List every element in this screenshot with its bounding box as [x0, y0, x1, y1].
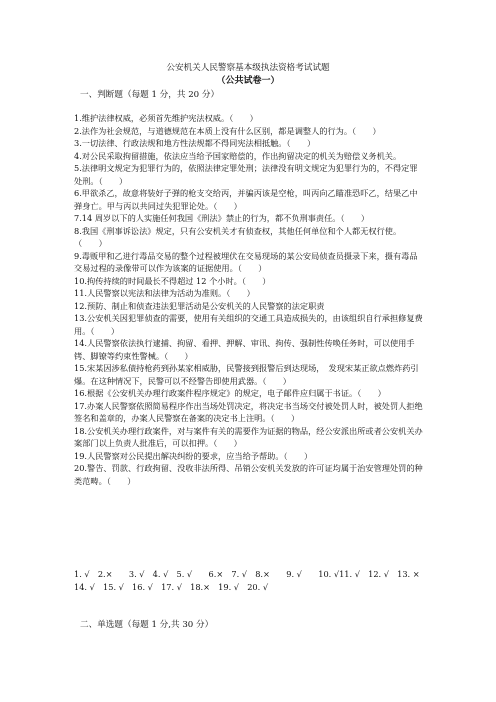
- question-item: 6.甲欲杀乙，故意将装好子弹的枪支交给丙，并骗丙该是空枪，叫丙向乙瞄准恐吓乙，结果乙中弹身亡。甲与丙以共同过失犯罪论处。（ ）: [74, 188, 418, 211]
- answer-key: 1. √ 2.× 3. √ 4. √ 5. √ 6.× 7. √ 8.× 9. √ 10. √11. √ 12. √ 13. × 14. √ 15. √ 16. √ 17. √ 18.× 19. √ 20. √: [74, 569, 428, 592]
- question-item: 14.人民警察依法执行逮捕、拘留、看押、押解、审讯、拘传、强制性传唤任务时，可以使用手铐、脚镣等约束性警械。（ ）: [74, 338, 415, 361]
- page-title: 公安机关人民警察基本级执法资格考试试题: [166, 63, 330, 73]
- question-item: 11.人民警察以宪法和法律为活动为准则。（ ）: [74, 288, 255, 298]
- question-item: 4.对公民采取拘留措施，依法应当给予国家赔偿的，作出拘留决定的机关为赔偿义务机关。: [74, 150, 402, 161]
- question-item: 15.宋某因涉私债持枪药到孙某家相威胁，民警接到报警后到达现场， 发现宋某正欲点燃炸药引爆。在这种情况下，民警可以不经警告即使用武器。（ ）: [74, 363, 419, 386]
- page-subtitle: （公共试卷一）: [216, 76, 280, 86]
- question-item: 13.公安机关因犯罪侦查的需要，使用有关组织的交通工具造成损失的，由该组织自行承担修复费用。（ ）: [74, 313, 423, 336]
- question-item: 3.一切法律、行政法规和地方性法规都不得同宪法相抵触。（ ）: [74, 138, 316, 148]
- section-heading-single-choice: 二、单选题（每题 1 分,共 30 分）: [80, 620, 214, 630]
- question-list: [74, 112, 424, 487]
- question-item: 2.法作为社会规范，与道德规范在本质上没有什么区别，都是调整人的行为。（ ）: [74, 125, 381, 136]
- question-item: 10.拘传持续的时间最长不得超过 12 个小时。（ ）: [74, 275, 271, 286]
- question-item: 17.办案人民警察依照简易程序作出当场处罚决定，将决定书当场交付被处罚人时，被处罚人拒绝签名和盖章的，办案人民警察在备案的决定书上注明。（ ）: [74, 400, 423, 423]
- question-item: 19.人民警察对公民提出解决纠纷的要求，应当给予帮助。（ ）: [74, 450, 313, 461]
- question-item: 20.警告、罚款、行政拘留、没收非法所得、吊销公安机关发放的许可证均属于治安管理处罚的种类范畴。（ ）: [74, 463, 423, 486]
- question-item: 1.维护法律权威，必须首先维护宪法权威。（ ）: [74, 113, 258, 123]
- question-item: 8.我国《刑事诉讼法》规定，只有公安机关才有侦查权，其他任何单位和个人都无权行使。（ ）: [74, 225, 402, 248]
- question-item: 7.14 周岁以下的人实施任何我国《刑法》禁止的行为，都不负刑事责任。（ ）: [74, 213, 370, 223]
- question-item: 9.毒贩甲和乙进行毒品交易的整个过程被埋伏在交易现场的某公安局侦查员摄录下来，摄有毒品交易过程的录像带可以作为该案的证据使用。（ ）: [74, 250, 418, 273]
- question-item: 16.根据《公安机关办理行政案件程序规定》的规定，电子邮件应归属于书证。（ ）: [74, 388, 386, 398]
- question-item: 5.法律明文规定为犯罪行为的，依照法律定罪处刑；法律没有明文规定为犯罪行为的，不得定罪处刑。（ ）: [74, 163, 418, 186]
- question-item: 18.公安机关办理行政案件，对与案件有关的需要作为证据的物品，经公安派出所或者公安机关办案部门以上负责人批准后，可以扣押。（ ）: [74, 425, 423, 448]
- section-heading-true-false: 一、判断题（每题 1 分，共 20 分）: [80, 90, 220, 100]
- question-item: 12.预防、制止和侦查违法犯罪活动是公安机关的人民警察的法定职责: [74, 300, 325, 311]
